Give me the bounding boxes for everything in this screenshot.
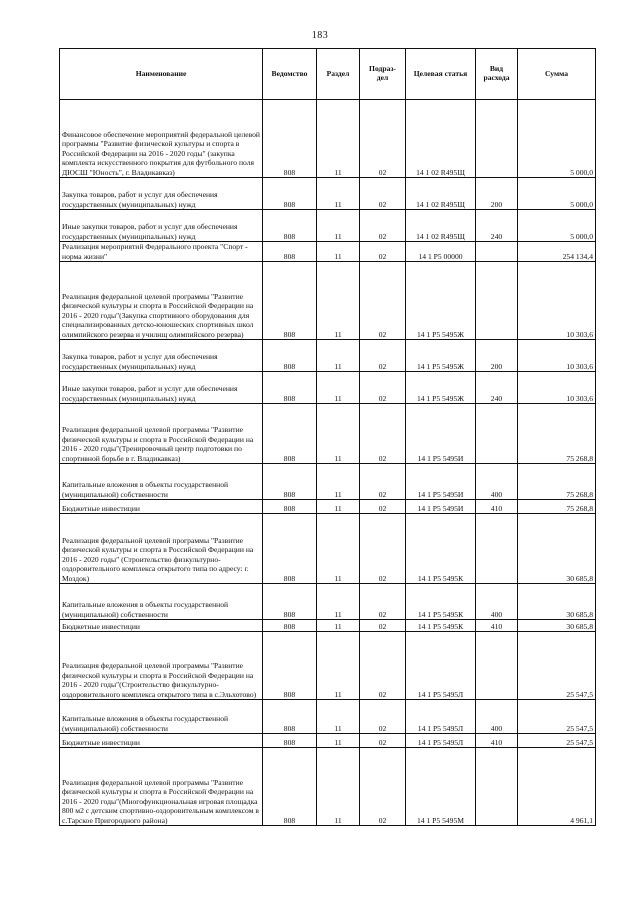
col-header-razdel: Раздел: [317, 49, 360, 100]
cell-name: Иные закупки товаров, работ и услуг для обеспечения государственных (муниципальных) нужд: [60, 372, 263, 404]
cell-podrazdel: 02: [360, 404, 406, 464]
cell-vedomstvo: 808: [263, 242, 317, 262]
cell-celevaya-statya: 14 1 P5 5495Ж: [406, 340, 476, 372]
cell-summa: 75 268,8: [518, 404, 596, 464]
cell-vedomstvo: 808: [263, 584, 317, 620]
table-row: [60, 500, 596, 514]
cell-celevaya-statya: 14 1 P5 5495К: [406, 514, 476, 584]
cell-podrazdel: 02: [360, 262, 406, 340]
cell-razdel: 11: [317, 748, 360, 826]
cell-vedomstvo: 808: [263, 700, 317, 734]
cell-vid-rashoda: [476, 100, 518, 178]
cell-vid-rashoda: [476, 404, 518, 464]
cell-podrazdel: 02: [360, 210, 406, 242]
table-row: [60, 178, 596, 210]
cell-name: Капитальные вложения в объекты государственной (муниципальной) собственности: [60, 700, 263, 734]
cell-podrazdel: 02: [360, 584, 406, 620]
cell-razdel: 11: [317, 632, 360, 700]
budget-table: [59, 48, 596, 826]
cell-razdel: 11: [317, 262, 360, 340]
cell-podrazdel: 02: [360, 464, 406, 500]
cell-podrazdel: 02: [360, 100, 406, 178]
cell-razdel: 11: [317, 404, 360, 464]
table-row: [60, 262, 596, 340]
cell-name: Реализация мероприятий Федерального проекта "Спорт - норма жизни": [60, 242, 263, 262]
cell-vid-rashoda: [476, 632, 518, 700]
cell-name: Капитальные вложения в объекты государственной (муниципальной) собственности: [60, 584, 263, 620]
cell-summa: 4 961,1: [518, 748, 596, 826]
cell-name: Бюджетные инвестиции: [60, 500, 263, 514]
cell-name: Реализация федеральной целевой программы "Развитие физической культуры и спорта в Российской Федерации на 2016 - 2020 годы"(Многофункциональная игровая площадка 800 м2 с детским спортивно-оздоровительным комплексом в с.Тарское Пригородного района): [60, 748, 263, 826]
cell-vedomstvo: 808: [263, 514, 317, 584]
cell-name: Реализация федеральной целевой программы "Развитие физической культуры и спорта в Российской Федерации на 2016 - 2020 годы"(Закупка спортивного оборудования для специализированных детско-юношеских спортивных школ олимпийского резерва и училищ олимпийского резерва): [60, 262, 263, 340]
table-row: [60, 100, 596, 178]
cell-vedomstvo: 808: [263, 262, 317, 340]
cell-razdel: 11: [317, 514, 360, 584]
cell-celevaya-statya: 14 1 P5 5495М: [406, 748, 476, 826]
table-row: [60, 584, 596, 620]
cell-name: Закупка товаров, работ и услуг для обеспечения государственных (муниципальных) нужд: [60, 178, 263, 210]
cell-name: Реализация федеральной целевой программы "Развитие физической культуры и спорта в Российской Федерации на 2016 - 2020 годы" (Строительство физкультурно-оздоровительного комплекса открытого типа по адресу: г. Моздок): [60, 514, 263, 584]
table-row: [60, 514, 596, 584]
cell-name: Финансовое обеспечение мероприятий федеральной целевой программы "Развитие физической культуры и спорта в Российской Федерации на 2016 - 2020 годы" (закупка комплекта искусственного покрытия для футбольного поля ДЮСШ "Юность", г. Владикавказ): [60, 100, 263, 178]
table-row: [60, 620, 596, 632]
cell-podrazdel: 02: [360, 500, 406, 514]
cell-celevaya-statya: 14 1 P5 5495Л: [406, 632, 476, 700]
cell-vedomstvo: 808: [263, 620, 317, 632]
col-header-vid-rashoda: Вид расхода: [476, 49, 518, 100]
cell-name: Реализация федеральной целевой программы "Развитие физической культуры и спорта в Российской Федерации на 2016 - 2020 годы"(Строительство физкультурно-оздоровительного комплекса открытого типа в с.Эльхотово): [60, 632, 263, 700]
cell-podrazdel: 02: [360, 372, 406, 404]
cell-vedomstvo: 808: [263, 210, 317, 242]
table-row: [60, 242, 596, 262]
cell-celevaya-statya: 14 1 P5 5495К: [406, 584, 476, 620]
cell-name: Капитальные вложения в объекты государственной (муниципальной) собственности: [60, 464, 263, 500]
table-row: [60, 734, 596, 748]
cell-vid-rashoda: 240: [476, 372, 518, 404]
cell-razdel: 11: [317, 242, 360, 262]
page-number: 183: [311, 30, 329, 41]
cell-celevaya-statya: 14 1 02 R495Щ: [406, 210, 476, 242]
cell-summa: 25 547,5: [518, 734, 596, 748]
cell-vedomstvo: 808: [263, 632, 317, 700]
cell-vid-rashoda: [476, 262, 518, 340]
cell-vedomstvo: 808: [263, 734, 317, 748]
table-row: [60, 700, 596, 734]
cell-vid-rashoda: 400: [476, 464, 518, 500]
cell-celevaya-statya: 14 1 02 R495Щ: [406, 100, 476, 178]
table-row: [60, 464, 596, 500]
cell-celevaya-statya: 14 1 P5 5495Ж: [406, 262, 476, 340]
cell-podrazdel: 02: [360, 632, 406, 700]
cell-podrazdel: 02: [360, 340, 406, 372]
cell-vedomstvo: 808: [263, 100, 317, 178]
table-row: [60, 372, 596, 404]
cell-summa: 5 000,0: [518, 210, 596, 242]
cell-razdel: 11: [317, 464, 360, 500]
cell-summa: 30 685,8: [518, 584, 596, 620]
cell-razdel: 11: [317, 178, 360, 210]
cell-razdel: 11: [317, 734, 360, 748]
cell-vid-rashoda: 200: [476, 340, 518, 372]
cell-razdel: 11: [317, 340, 360, 372]
cell-summa: 10 303,6: [518, 340, 596, 372]
table-header: [60, 49, 596, 100]
cell-podrazdel: 02: [360, 700, 406, 734]
cell-summa: 5 000,0: [518, 178, 596, 210]
col-header-celevaya-statya: Целевая статья: [406, 49, 476, 100]
cell-podrazdel: 02: [360, 620, 406, 632]
cell-name: Реализация федеральной целевой программы "Развитие физической культуры и спорта в Российской Федерации на 2016 - 2020 годы"(Тренировочный центр подготовки по спортивной борьбе в г. Владикавказ): [60, 404, 263, 464]
cell-summa: 75 268,8: [518, 464, 596, 500]
table-row: [60, 632, 596, 700]
cell-vid-rashoda: [476, 242, 518, 262]
cell-podrazdel: 02: [360, 748, 406, 826]
cell-summa: 30 685,8: [518, 620, 596, 632]
cell-vid-rashoda: 400: [476, 584, 518, 620]
table-row: [60, 210, 596, 242]
cell-vid-rashoda: 410: [476, 620, 518, 632]
cell-razdel: 11: [317, 700, 360, 734]
cell-celevaya-statya: 14 1 P5 5495Ж: [406, 372, 476, 404]
cell-razdel: 11: [317, 584, 360, 620]
cell-summa: 254 134,4: [518, 242, 596, 262]
cell-summa: 25 547,5: [518, 632, 596, 700]
cell-summa: 10 303,6: [518, 372, 596, 404]
cell-vedomstvo: 808: [263, 500, 317, 514]
cell-razdel: 11: [317, 210, 360, 242]
cell-vid-rashoda: 410: [476, 734, 518, 748]
cell-razdel: 11: [317, 100, 360, 178]
table-row: [60, 404, 596, 464]
cell-razdel: 11: [317, 500, 360, 514]
cell-name: Иные закупки товаров, работ и услуг для обеспечения государственных (муниципальных) нужд: [60, 210, 263, 242]
cell-celevaya-statya: 14 1 P5 5495Л: [406, 700, 476, 734]
cell-vedomstvo: 808: [263, 340, 317, 372]
cell-vid-rashoda: 410: [476, 500, 518, 514]
col-header-vedomstvo: Ведомство: [263, 49, 317, 100]
cell-podrazdel: 02: [360, 514, 406, 584]
cell-celevaya-statya: 14 1 P5 5495И: [406, 464, 476, 500]
cell-celevaya-statya: 14 1 02 R495Щ: [406, 178, 476, 210]
col-header-podrazdel: Подраз- дел: [360, 49, 406, 100]
cell-celevaya-statya: 14 1 P5 5495Л: [406, 734, 476, 748]
table-body: [60, 100, 596, 826]
cell-podrazdel: 02: [360, 178, 406, 210]
cell-celevaya-statya: 14 1 P5 5495К: [406, 620, 476, 632]
cell-summa: 75 268,8: [518, 500, 596, 514]
cell-name: Бюджетные инвестиции: [60, 620, 263, 632]
cell-vid-rashoda: 200: [476, 178, 518, 210]
cell-vid-rashoda: 400: [476, 700, 518, 734]
cell-celevaya-statya: 14 1 P5 5495И: [406, 500, 476, 514]
cell-vedomstvo: 808: [263, 748, 317, 826]
cell-podrazdel: 02: [360, 734, 406, 748]
cell-celevaya-statya: 14 1 P5 00000: [406, 242, 476, 262]
cell-razdel: 11: [317, 372, 360, 404]
cell-summa: 25 547,5: [518, 700, 596, 734]
cell-vedomstvo: 808: [263, 178, 317, 210]
table-row: [60, 340, 596, 372]
cell-celevaya-statya: 14 1 P5 5495И: [406, 404, 476, 464]
cell-vid-rashoda: 240: [476, 210, 518, 242]
col-header-summa: Сумма: [518, 49, 596, 100]
cell-podrazdel: 02: [360, 242, 406, 262]
cell-summa: 5 000,0: [518, 100, 596, 178]
cell-summa: 30 685,8: [518, 514, 596, 584]
cell-summa: 10 303,6: [518, 262, 596, 340]
col-header-name: Наименование: [60, 49, 263, 100]
cell-vedomstvo: 808: [263, 464, 317, 500]
cell-vedomstvo: 808: [263, 372, 317, 404]
cell-vedomstvo: 808: [263, 404, 317, 464]
cell-name: Закупка товаров, работ и услуг для обеспечения государственных (муниципальных) нужд: [60, 340, 263, 372]
cell-razdel: 11: [317, 620, 360, 632]
table-row: [60, 748, 596, 826]
cell-name: Бюджетные инвестиции: [60, 734, 263, 748]
cell-vid-rashoda: [476, 514, 518, 584]
cell-vid-rashoda: [476, 748, 518, 826]
